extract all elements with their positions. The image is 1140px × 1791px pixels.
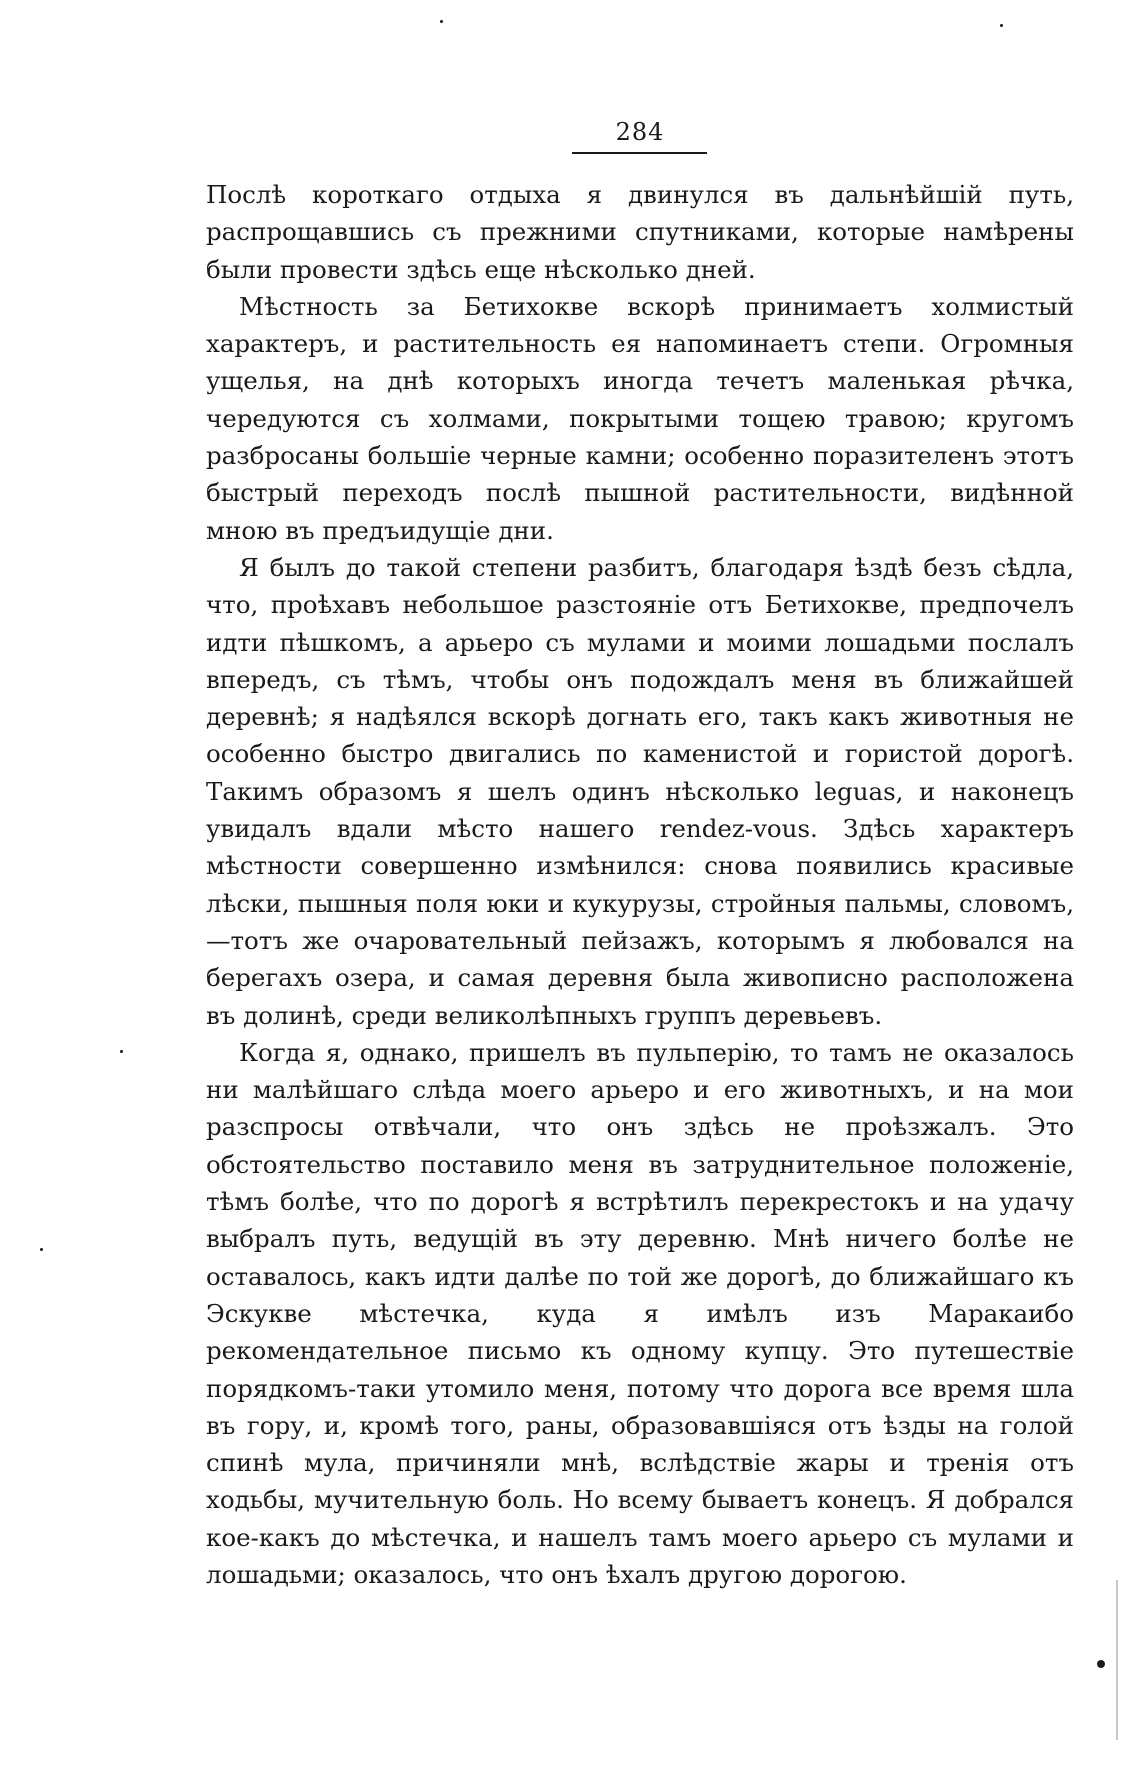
- header-rule: [572, 152, 707, 154]
- scan-speck: [120, 1050, 123, 1053]
- scan-speck: [1000, 24, 1003, 27]
- paragraph-4: Когда я, однако, пришелъ въ пульперію, то тамъ не оказалось ни малѣйшаго слѣда моего арьеро и его животныхъ, и на мои разспросы отвѣчали, что онъ здѣсь не проѣзжалъ. Это обстоятельство поставило меня въ затруднительное положеніе, тѣмъ болѣе, что по дорогѣ я встрѣтилъ перекрестокъ и на удачу выбралъ путь, ведущій въ эту деревню. Мнѣ ничего болѣе не оставалось, какъ идти далѣе по той же дорогѣ, до ближайшаго къ Эскукве мѣстечка, куда я имѣлъ изъ Маракаибо рекомендательное письмо къ одному купцу. Это путешествіе порядкомъ-таки утомило меня, потому что дорога все время шла въ гору, и, кромѣ того, раны, образовавшіяся отъ ѣзды на голой спинѣ мула, причиняли мнѣ, вслѣдствіе жары и тренія отъ ходьбы, мучительную боль. Но всему бываетъ конецъ. Я добрался кое-какъ до мѣстечка, и нашелъ тамъ моего арьеро съ мулами и лошадьми; оказалось, что онъ ѣхалъ другою дорогою.: [206, 1037, 1074, 1589]
- paragraph-2: Мѣстность за Бетихокве вскорѣ принимаетъ холмистый характеръ, и растительность ея напоминаетъ степи. Огромныя ущелья, на днѣ которыхъ иногда течетъ маленькая рѣчка, чередуются съ холмами, покрытыми тощею травою; кругомъ разбросаны большіе черные камни; особенно поразителенъ этотъ быстрый переходъ послѣ пышной растительности, видѣнной мною въ предъидущіе дни.: [206, 291, 1074, 545]
- paragraph-3: Я былъ до такой степени разбитъ, благодаря ѣздѣ безъ сѣдла, что, проѣхавъ небольшое разстояніе отъ Бетихокве, предпочелъ идти пѣшкомъ, а арьеро съ мулами и моими лошадьми послалъ впередъ, съ тѣмъ, чтобы онъ подождалъ меня въ ближайшей деревнѣ; я надѣялся вскорѣ догнать его, такъ какъ животныя не особенно быстро двигались по каменистой и гористой дорогѣ. Такимъ образомъ я шелъ одинъ нѣсколько leguas, и наконецъ увидалъ вдали мѣсто нашего rendez-vous. Здѣсь характеръ мѣстности совершенно измѣнился: снова появились красивые лѣски, пышныя поля юки и кукурузы, стройныя пальмы, словомъ,—тотъ же очаровательный пейзажъ, которымъ я любовался на берегахъ озера, и самая деревня была живописно расположена въ долинѣ, среди великолѣпныхъ группъ деревьевъ.: [206, 552, 1074, 1030]
- scan-edge-line: [1116, 1580, 1118, 1740]
- body-text: [206, 176, 1074, 1593]
- scan-speck: [1097, 1660, 1105, 1668]
- paragraph-1: Послѣ короткаго отдыха я двинулся въ дальнѣйшій путь, распрощавшись съ прежними спутниками, которые намѣрены были провести здѣсь еще нѣсколько дней.: [206, 180, 1074, 284]
- page-number: 284: [615, 118, 665, 146]
- scan-speck: [40, 1248, 43, 1251]
- scan-speck: [440, 20, 443, 23]
